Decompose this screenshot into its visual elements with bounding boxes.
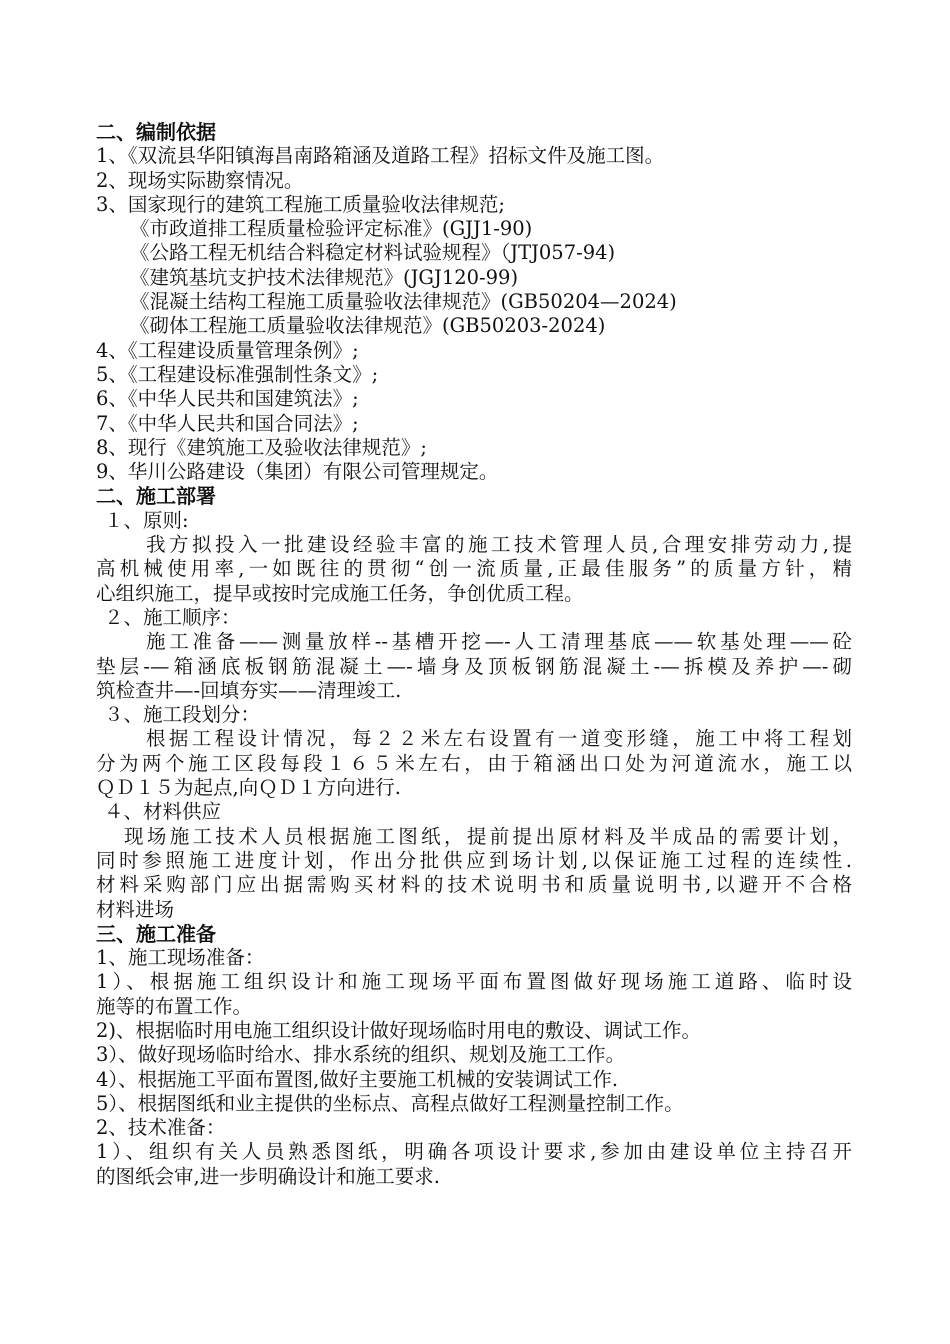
list-item: 9、华川公路建设（集团）有限公司管理规定。: [96, 460, 499, 484]
subheading: 2、技术准备：: [96, 1116, 226, 1140]
paragraph-line: 分为两个施工区段每段１６５米左右，由于箱涵出口处为河道流水，施工以: [96, 751, 852, 775]
list-item: 1、《双流县华阳镇海昌南路箱涵及道路工程》招标文件及施工图。: [96, 144, 665, 168]
paragraph-line: 1）、组织有关人员熟悉图纸，明确各项设计要求,参加由建设单位主持召开: [96, 1140, 852, 1164]
list-item: 3、国家现行的建筑工程施工质量验收法律规范;: [96, 192, 505, 216]
paragraph-line: 垫层-—箱涵底板钢筋混凝土—-墙身及顶板钢筋混凝土-—拆模及养护—-砌: [96, 654, 852, 678]
paragraph-line: 2)、根据临时用电施工组织设计做好现场临时用电的敷设、调试工作。: [96, 1018, 702, 1042]
paragraph-line: 材料采购部门应出据需购买材料的技术说明书和质量说明书,以避开不合格: [96, 873, 852, 897]
list-item: 7、《中华人民共和国合同法》;: [96, 411, 359, 435]
section-heading: 三、施工准备: [96, 921, 216, 946]
list-item: 6、《中华人民共和国建筑法》;: [96, 387, 359, 411]
list-item: 4、《工程建设质量管理条例》;: [96, 338, 359, 362]
section-heading: 二、施工部署: [96, 484, 216, 509]
list-item: 2、现场实际勘察情况。: [96, 168, 304, 192]
list-item: 5、《工程建设标准强制性条文》;: [96, 362, 379, 386]
paragraph-line: 我方拟投入一批建设经验丰富的施工技术管理人员,合理安排劳动力,提: [146, 533, 852, 557]
standard-item: 《公路工程无机结合料稳定材料试验规程》（JTJ057-94): [130, 241, 616, 265]
document-page: [96, 120, 852, 1189]
paragraph-line: 1）、根据施工组织设计和施工现场平面布置图做好现场施工道路、临时设: [96, 970, 852, 994]
paragraph-line: 现场施工技术人员根据施工图纸，提前提出原材料及半成品的需要计划，: [124, 824, 852, 848]
paragraph-line: 施等的布置工作。: [96, 994, 253, 1018]
standard-item: 《建筑基坑支护技术法律规范》(JGJ120-99): [130, 265, 519, 289]
subheading: 1、施工现场准备：: [96, 946, 265, 970]
subheading: ４、材料供应: [104, 800, 222, 824]
paragraph-line: 材料进场: [96, 897, 175, 921]
paragraph-line: 筑检查井—-回填夯实——清理竣工.: [96, 678, 402, 702]
subheading: １、原则:: [104, 508, 189, 532]
paragraph-line: 施工准备——测量放样--基槽开挖—-人工清理基底——软基处理——砼: [146, 630, 852, 654]
paragraph-line: 的图纸会审,进一步明确设计和施工要求.: [96, 1164, 440, 1188]
paragraph-line: ＱＤ１５为起点,向ＱＤ１方向进行.: [96, 776, 401, 800]
standard-item: 《市政道排工程质量检验评定标准》(GJJ1-90): [130, 217, 533, 241]
subheading: ２、施工顺序：: [104, 605, 241, 629]
paragraph-line: 高机械使用率,一如既往的贯彻“创一流质量,正最佳服务”的质量方针，精: [96, 557, 852, 581]
paragraph-line: 3）、做好现场临时给水、排水系统的组织、规划及施工工作。: [96, 1043, 626, 1067]
section-heading: 二、编制依据: [96, 120, 216, 144]
standard-item: 《混凝土结构工程施工质量验收法律规范》(GB50204—2024): [130, 290, 677, 314]
paragraph-line: 心组织施工，提早或按时完成施工任务，争创优质工程。: [96, 581, 584, 605]
subheading: ３、施工段划分：: [104, 703, 261, 727]
standard-item: 《砌体工程施工质量验收法律规范》(GB50203-2024): [130, 314, 606, 338]
paragraph-line: 同时参照施工进度计划，作出分批供应到场计划,以保证施工过程的连续性.: [96, 848, 852, 872]
paragraph-line: 5）、根据图纸和业主提供的坐标点、高程点做好工程测量控制工作。: [96, 1091, 684, 1115]
paragraph-line: 4）、根据施工平面布置图,做好主要施工机械的安装调试工作.: [96, 1067, 619, 1091]
paragraph-line: 根据工程设计情况，每２２米左右设置有一道变形缝，施工中将工程划: [146, 727, 852, 751]
list-item: 8、现行《建筑施工及验收法律规范》;: [96, 435, 427, 459]
